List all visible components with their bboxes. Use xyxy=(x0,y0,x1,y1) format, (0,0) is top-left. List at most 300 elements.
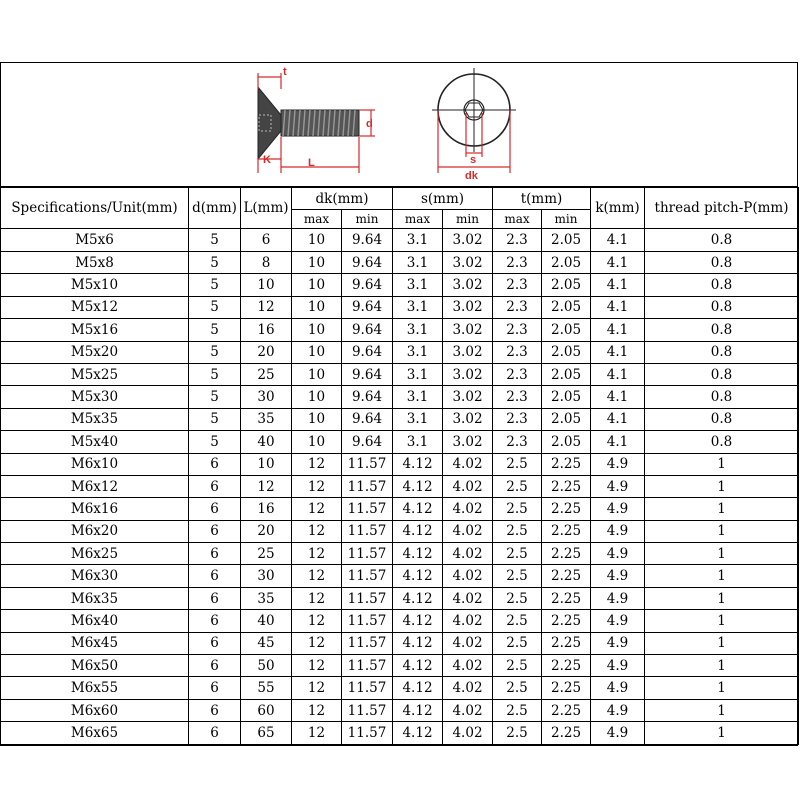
cell-k: 4.1 xyxy=(591,431,645,453)
cell-dk-min: 9.64 xyxy=(342,431,393,453)
cell-pitch: 1 xyxy=(645,520,799,542)
cell-dk-min: 11.57 xyxy=(342,632,393,654)
subheader-s-max: max xyxy=(393,210,443,229)
cell-t-max: 2.3 xyxy=(493,319,542,341)
cell-dk-min: 9.64 xyxy=(342,408,393,430)
cell-spec: M6x25 xyxy=(1,543,189,565)
cell-s-max: 3.1 xyxy=(393,274,443,296)
cell-s-min: 3.02 xyxy=(443,341,493,363)
dk-label: dk xyxy=(465,170,478,182)
cell-spec: M5x10 xyxy=(1,274,189,296)
cell-s-max: 3.1 xyxy=(393,319,443,341)
cell-d: 6 xyxy=(189,655,241,677)
cell-s-max: 4.12 xyxy=(393,722,443,744)
cell-l: 12 xyxy=(241,296,292,318)
table-row xyxy=(1,699,799,721)
k-label: K xyxy=(263,154,271,166)
cell-dk-min: 11.57 xyxy=(342,475,393,497)
cell-t-min: 2.05 xyxy=(542,431,591,453)
cell-t-max: 2.5 xyxy=(493,587,542,609)
cell-t-min: 2.05 xyxy=(542,341,591,363)
spec-sheet xyxy=(0,62,798,746)
cell-pitch: 0.8 xyxy=(645,252,799,274)
table-row xyxy=(1,252,799,274)
cell-spec: M5x25 xyxy=(1,363,189,385)
header-t: t(mm) xyxy=(493,188,591,210)
cell-l: 35 xyxy=(241,408,292,430)
cell-k: 4.9 xyxy=(591,722,645,744)
cell-pitch: 1 xyxy=(645,475,799,497)
cell-k: 4.9 xyxy=(591,699,645,721)
cell-spec: M5x30 xyxy=(1,386,189,408)
cell-t-max: 2.5 xyxy=(493,520,542,542)
cell-dk-min: 11.57 xyxy=(342,722,393,744)
cell-pitch: 0.8 xyxy=(645,386,799,408)
header-d: d(mm) xyxy=(189,188,241,229)
cell-dk-max: 12 xyxy=(292,565,342,587)
cell-dk-max: 10 xyxy=(292,431,342,453)
cell-k: 4.1 xyxy=(591,296,645,318)
cell-dk-max: 10 xyxy=(292,363,342,385)
cell-l: 60 xyxy=(241,699,292,721)
cell-l: 55 xyxy=(241,677,292,699)
cell-s-max: 4.12 xyxy=(393,475,443,497)
cell-d: 6 xyxy=(189,610,241,632)
screw-side-view xyxy=(258,66,375,173)
cell-s-max: 4.12 xyxy=(393,453,443,475)
cell-dk-max: 12 xyxy=(292,498,342,520)
cell-k: 4.9 xyxy=(591,543,645,565)
cell-dk-max: 12 xyxy=(292,543,342,565)
header-pitch: thread pitch-P(mm) xyxy=(645,188,799,229)
cell-t-max: 2.5 xyxy=(493,677,542,699)
cell-pitch: 1 xyxy=(645,677,799,699)
cell-k: 4.1 xyxy=(591,363,645,385)
cell-d: 5 xyxy=(189,274,241,296)
cell-k: 4.1 xyxy=(591,341,645,363)
cell-dk-min: 11.57 xyxy=(342,498,393,520)
cell-dk-min: 9.64 xyxy=(342,274,393,296)
spec-table xyxy=(0,187,799,745)
subheader-t-max: max xyxy=(493,210,542,229)
cell-d: 5 xyxy=(189,296,241,318)
table-row xyxy=(1,655,799,677)
cell-s-min: 3.02 xyxy=(443,252,493,274)
cell-dk-max: 12 xyxy=(292,699,342,721)
cell-dk-max: 10 xyxy=(292,341,342,363)
cell-spec: M6x30 xyxy=(1,565,189,587)
table-row xyxy=(1,520,799,542)
t-label: t xyxy=(283,66,287,78)
cell-dk-max: 12 xyxy=(292,722,342,744)
cell-t-min: 2.25 xyxy=(542,632,591,654)
cell-t-max: 2.3 xyxy=(493,252,542,274)
cell-t-min: 2.25 xyxy=(542,543,591,565)
cell-s-min: 4.02 xyxy=(443,699,493,721)
screw-top-view xyxy=(432,68,516,182)
header-row xyxy=(1,188,799,210)
table-row xyxy=(1,475,799,497)
cell-l: 25 xyxy=(241,363,292,385)
cell-t-min: 2.25 xyxy=(542,520,591,542)
cell-d: 6 xyxy=(189,722,241,744)
cell-s-min: 3.02 xyxy=(443,229,493,252)
header-dk: dk(mm) xyxy=(292,188,393,210)
cell-spec: M5x35 xyxy=(1,408,189,430)
table-row xyxy=(1,677,799,699)
cell-t-max: 2.5 xyxy=(493,699,542,721)
cell-s-max: 4.12 xyxy=(393,565,443,587)
cell-s-min: 3.02 xyxy=(443,274,493,296)
table-row xyxy=(1,274,799,296)
cell-l: 16 xyxy=(241,319,292,341)
cell-d: 6 xyxy=(189,677,241,699)
cell-pitch: 1 xyxy=(645,632,799,654)
cell-t-min: 2.25 xyxy=(542,699,591,721)
table-row xyxy=(1,453,799,475)
cell-t-max: 2.3 xyxy=(493,229,542,252)
cell-d: 5 xyxy=(189,408,241,430)
cell-pitch: 0.8 xyxy=(645,229,799,252)
cell-dk-max: 10 xyxy=(292,319,342,341)
cell-dk-max: 12 xyxy=(292,453,342,475)
cell-t-min: 2.05 xyxy=(542,408,591,430)
cell-t-max: 2.3 xyxy=(493,363,542,385)
cell-t-max: 2.5 xyxy=(493,632,542,654)
cell-k: 4.9 xyxy=(591,677,645,699)
cell-d: 6 xyxy=(189,587,241,609)
cell-pitch: 1 xyxy=(645,610,799,632)
cell-k: 4.1 xyxy=(591,319,645,341)
cell-pitch: 0.8 xyxy=(645,341,799,363)
cell-dk-min: 11.57 xyxy=(342,699,393,721)
cell-s-min: 4.02 xyxy=(443,543,493,565)
cell-d: 6 xyxy=(189,565,241,587)
header-k: k(mm) xyxy=(591,188,645,229)
cell-spec: M5x20 xyxy=(1,341,189,363)
cell-s-min: 4.02 xyxy=(443,655,493,677)
cell-spec: M5x6 xyxy=(1,229,189,252)
cell-k: 4.1 xyxy=(591,386,645,408)
table-row xyxy=(1,610,799,632)
cell-t-max: 2.3 xyxy=(493,386,542,408)
cell-dk-min: 11.57 xyxy=(342,520,393,542)
cell-d: 5 xyxy=(189,229,241,252)
cell-dk-min: 11.57 xyxy=(342,610,393,632)
cell-d: 6 xyxy=(189,699,241,721)
s-label: s xyxy=(470,154,477,166)
cell-s-max: 3.1 xyxy=(393,386,443,408)
cell-dk-max: 10 xyxy=(292,296,342,318)
cell-pitch: 0.8 xyxy=(645,319,799,341)
cell-t-min: 2.25 xyxy=(542,475,591,497)
d-label: d xyxy=(366,118,373,130)
cell-t-max: 2.5 xyxy=(493,453,542,475)
cell-l: 30 xyxy=(241,565,292,587)
cell-s-max: 4.12 xyxy=(393,632,443,654)
cell-spec: M5x40 xyxy=(1,431,189,453)
cell-s-min: 4.02 xyxy=(443,520,493,542)
cell-s-max: 3.1 xyxy=(393,296,443,318)
cell-d: 6 xyxy=(189,632,241,654)
cell-k: 4.9 xyxy=(591,520,645,542)
cell-pitch: 1 xyxy=(645,655,799,677)
cell-t-max: 2.5 xyxy=(493,565,542,587)
subheader-t-min: min xyxy=(542,210,591,229)
cell-l: 10 xyxy=(241,274,292,296)
cell-s-max: 4.12 xyxy=(393,699,443,721)
cell-s-min: 3.02 xyxy=(443,319,493,341)
cell-d: 5 xyxy=(189,341,241,363)
cell-d: 5 xyxy=(189,252,241,274)
cell-t-max: 2.5 xyxy=(493,655,542,677)
cell-t-max: 2.3 xyxy=(493,274,542,296)
cell-spec: M6x35 xyxy=(1,587,189,609)
cell-dk-max: 10 xyxy=(292,252,342,274)
cell-d: 6 xyxy=(189,543,241,565)
cell-s-min: 4.02 xyxy=(443,632,493,654)
cell-s-min: 3.02 xyxy=(443,386,493,408)
cell-s-min: 4.02 xyxy=(443,677,493,699)
screw-technical-drawing xyxy=(1,63,799,186)
cell-s-max: 3.1 xyxy=(393,431,443,453)
cell-t-min: 2.05 xyxy=(542,386,591,408)
table-row xyxy=(1,498,799,520)
cell-s-max: 4.12 xyxy=(393,498,443,520)
cell-s-max: 4.12 xyxy=(393,677,443,699)
cell-spec: M5x8 xyxy=(1,252,189,274)
cell-k: 4.1 xyxy=(591,274,645,296)
cell-t-min: 2.25 xyxy=(542,587,591,609)
cell-k: 4.9 xyxy=(591,475,645,497)
cell-t-min: 2.25 xyxy=(542,655,591,677)
cell-d: 5 xyxy=(189,319,241,341)
table-row xyxy=(1,587,799,609)
cell-t-min: 2.25 xyxy=(542,498,591,520)
cell-s-max: 3.1 xyxy=(393,363,443,385)
cell-d: 6 xyxy=(189,453,241,475)
cell-t-min: 2.25 xyxy=(542,677,591,699)
cell-l: 20 xyxy=(241,520,292,542)
screw-drawing-area xyxy=(1,63,797,187)
cell-spec: M6x60 xyxy=(1,699,189,721)
cell-t-min: 2.25 xyxy=(542,610,591,632)
header-spec: Specifications/Unit(mm) xyxy=(1,188,189,229)
cell-d: 5 xyxy=(189,431,241,453)
cell-t-max: 2.5 xyxy=(493,610,542,632)
cell-spec: M6x55 xyxy=(1,677,189,699)
cell-l: 30 xyxy=(241,386,292,408)
cell-s-max: 4.12 xyxy=(393,587,443,609)
screw-head-side xyxy=(258,87,281,159)
table-row xyxy=(1,431,799,453)
cell-pitch: 1 xyxy=(645,453,799,475)
table-row xyxy=(1,632,799,654)
cell-s-max: 3.1 xyxy=(393,341,443,363)
cell-l: 25 xyxy=(241,543,292,565)
cell-spec: M6x45 xyxy=(1,632,189,654)
cell-spec: M6x40 xyxy=(1,610,189,632)
cell-s-min: 3.02 xyxy=(443,363,493,385)
table-row xyxy=(1,543,799,565)
cell-d: 6 xyxy=(189,498,241,520)
cell-s-min: 4.02 xyxy=(443,722,493,744)
cell-s-max: 3.1 xyxy=(393,252,443,274)
cell-dk-min: 9.64 xyxy=(342,319,393,341)
cell-s-max: 3.1 xyxy=(393,408,443,430)
cell-spec: M6x16 xyxy=(1,498,189,520)
cell-t-min: 2.05 xyxy=(542,296,591,318)
cell-s-max: 4.12 xyxy=(393,655,443,677)
cell-s-min: 4.02 xyxy=(443,565,493,587)
cell-k: 4.9 xyxy=(591,610,645,632)
cell-s-max: 4.12 xyxy=(393,543,443,565)
cell-s-min: 3.02 xyxy=(443,296,493,318)
cell-k: 4.9 xyxy=(591,632,645,654)
cell-spec: M6x65 xyxy=(1,722,189,744)
cell-dk-min: 11.57 xyxy=(342,655,393,677)
cell-spec: M6x12 xyxy=(1,475,189,497)
cell-dk-min: 11.57 xyxy=(342,565,393,587)
cell-l: 65 xyxy=(241,722,292,744)
subheader-s-min: min xyxy=(443,210,493,229)
cell-k: 4.9 xyxy=(591,655,645,677)
cell-dk-max: 12 xyxy=(292,520,342,542)
cell-k: 4.9 xyxy=(591,587,645,609)
cell-dk-min: 9.64 xyxy=(342,341,393,363)
cell-s-min: 4.02 xyxy=(443,475,493,497)
cell-s-min: 4.02 xyxy=(443,587,493,609)
cell-spec: M5x12 xyxy=(1,296,189,318)
cell-dk-max: 12 xyxy=(292,632,342,654)
table-row xyxy=(1,319,799,341)
cell-l: 40 xyxy=(241,431,292,453)
cell-s-min: 4.02 xyxy=(443,453,493,475)
cell-t-min: 2.25 xyxy=(542,565,591,587)
table-row xyxy=(1,565,799,587)
cell-pitch: 0.8 xyxy=(645,408,799,430)
cell-dk-min: 9.64 xyxy=(342,386,393,408)
cell-pitch: 1 xyxy=(645,565,799,587)
cell-l: 12 xyxy=(241,475,292,497)
cell-k: 4.1 xyxy=(591,408,645,430)
cell-t-max: 2.5 xyxy=(493,722,542,744)
cell-pitch: 0.8 xyxy=(645,431,799,453)
cell-t-min: 2.05 xyxy=(542,319,591,341)
cell-dk-max: 10 xyxy=(292,229,342,252)
cell-t-max: 2.3 xyxy=(493,431,542,453)
table-row xyxy=(1,408,799,430)
cell-dk-max: 10 xyxy=(292,408,342,430)
cell-pitch: 1 xyxy=(645,498,799,520)
cell-dk-min: 9.64 xyxy=(342,363,393,385)
cell-k: 4.9 xyxy=(591,565,645,587)
cell-d: 6 xyxy=(189,475,241,497)
cell-t-max: 2.5 xyxy=(493,475,542,497)
cell-pitch: 1 xyxy=(645,587,799,609)
cell-dk-min: 11.57 xyxy=(342,543,393,565)
cell-k: 4.9 xyxy=(591,498,645,520)
cell-t-max: 2.3 xyxy=(493,296,542,318)
subheader-dk-min: min xyxy=(342,210,393,229)
cell-t-min: 2.05 xyxy=(542,229,591,252)
cell-spec: M5x16 xyxy=(1,319,189,341)
cell-s-min: 4.02 xyxy=(443,498,493,520)
cell-dk-max: 12 xyxy=(292,475,342,497)
cell-t-max: 2.3 xyxy=(493,341,542,363)
l-label: L xyxy=(308,157,315,169)
cell-l: 50 xyxy=(241,655,292,677)
cell-t-min: 2.25 xyxy=(542,722,591,744)
cell-t-max: 2.5 xyxy=(493,498,542,520)
table-row xyxy=(1,229,799,252)
table-row xyxy=(1,722,799,744)
cell-k: 4.9 xyxy=(591,453,645,475)
cell-t-max: 2.3 xyxy=(493,408,542,430)
cell-dk-min: 9.64 xyxy=(342,296,393,318)
subheader-dk-max: max xyxy=(292,210,342,229)
cell-dk-max: 12 xyxy=(292,655,342,677)
cell-s-min: 4.02 xyxy=(443,610,493,632)
cell-pitch: 1 xyxy=(645,722,799,744)
cell-t-min: 2.05 xyxy=(542,363,591,385)
cell-pitch: 0.8 xyxy=(645,363,799,385)
cell-d: 6 xyxy=(189,520,241,542)
header-l: L(mm) xyxy=(241,188,292,229)
table-row xyxy=(1,296,799,318)
table-row xyxy=(1,341,799,363)
cell-l: 10 xyxy=(241,453,292,475)
spec-table-body xyxy=(1,229,799,745)
cell-dk-max: 12 xyxy=(292,677,342,699)
cell-k: 4.1 xyxy=(591,229,645,252)
cell-l: 20 xyxy=(241,341,292,363)
cell-dk-min: 11.57 xyxy=(342,453,393,475)
cell-dk-min: 9.64 xyxy=(342,252,393,274)
cell-l: 40 xyxy=(241,610,292,632)
cell-s-max: 3.1 xyxy=(393,229,443,252)
table-row xyxy=(1,363,799,385)
cell-pitch: 1 xyxy=(645,543,799,565)
cell-s-min: 3.02 xyxy=(443,408,493,430)
cell-pitch: 0.8 xyxy=(645,274,799,296)
cell-dk-min: 9.64 xyxy=(342,229,393,252)
cell-l: 16 xyxy=(241,498,292,520)
cell-dk-max: 10 xyxy=(292,386,342,408)
cell-d: 5 xyxy=(189,363,241,385)
cell-dk-max: 12 xyxy=(292,610,342,632)
header-s: s(mm) xyxy=(393,188,493,210)
cell-dk-max: 12 xyxy=(292,587,342,609)
cell-t-min: 2.05 xyxy=(542,252,591,274)
cell-t-min: 2.05 xyxy=(542,274,591,296)
cell-d: 5 xyxy=(189,386,241,408)
cell-l: 6 xyxy=(241,229,292,252)
cell-s-max: 4.12 xyxy=(393,610,443,632)
cell-l: 8 xyxy=(241,252,292,274)
table-row xyxy=(1,386,799,408)
cell-t-min: 2.25 xyxy=(542,453,591,475)
cell-dk-max: 10 xyxy=(292,274,342,296)
cell-t-max: 2.5 xyxy=(493,543,542,565)
cell-s-min: 3.02 xyxy=(443,431,493,453)
cell-dk-min: 11.57 xyxy=(342,587,393,609)
cell-pitch: 0.8 xyxy=(645,296,799,318)
cell-s-max: 4.12 xyxy=(393,520,443,542)
cell-spec: M6x10 xyxy=(1,453,189,475)
cell-k: 4.1 xyxy=(591,252,645,274)
cell-l: 35 xyxy=(241,587,292,609)
